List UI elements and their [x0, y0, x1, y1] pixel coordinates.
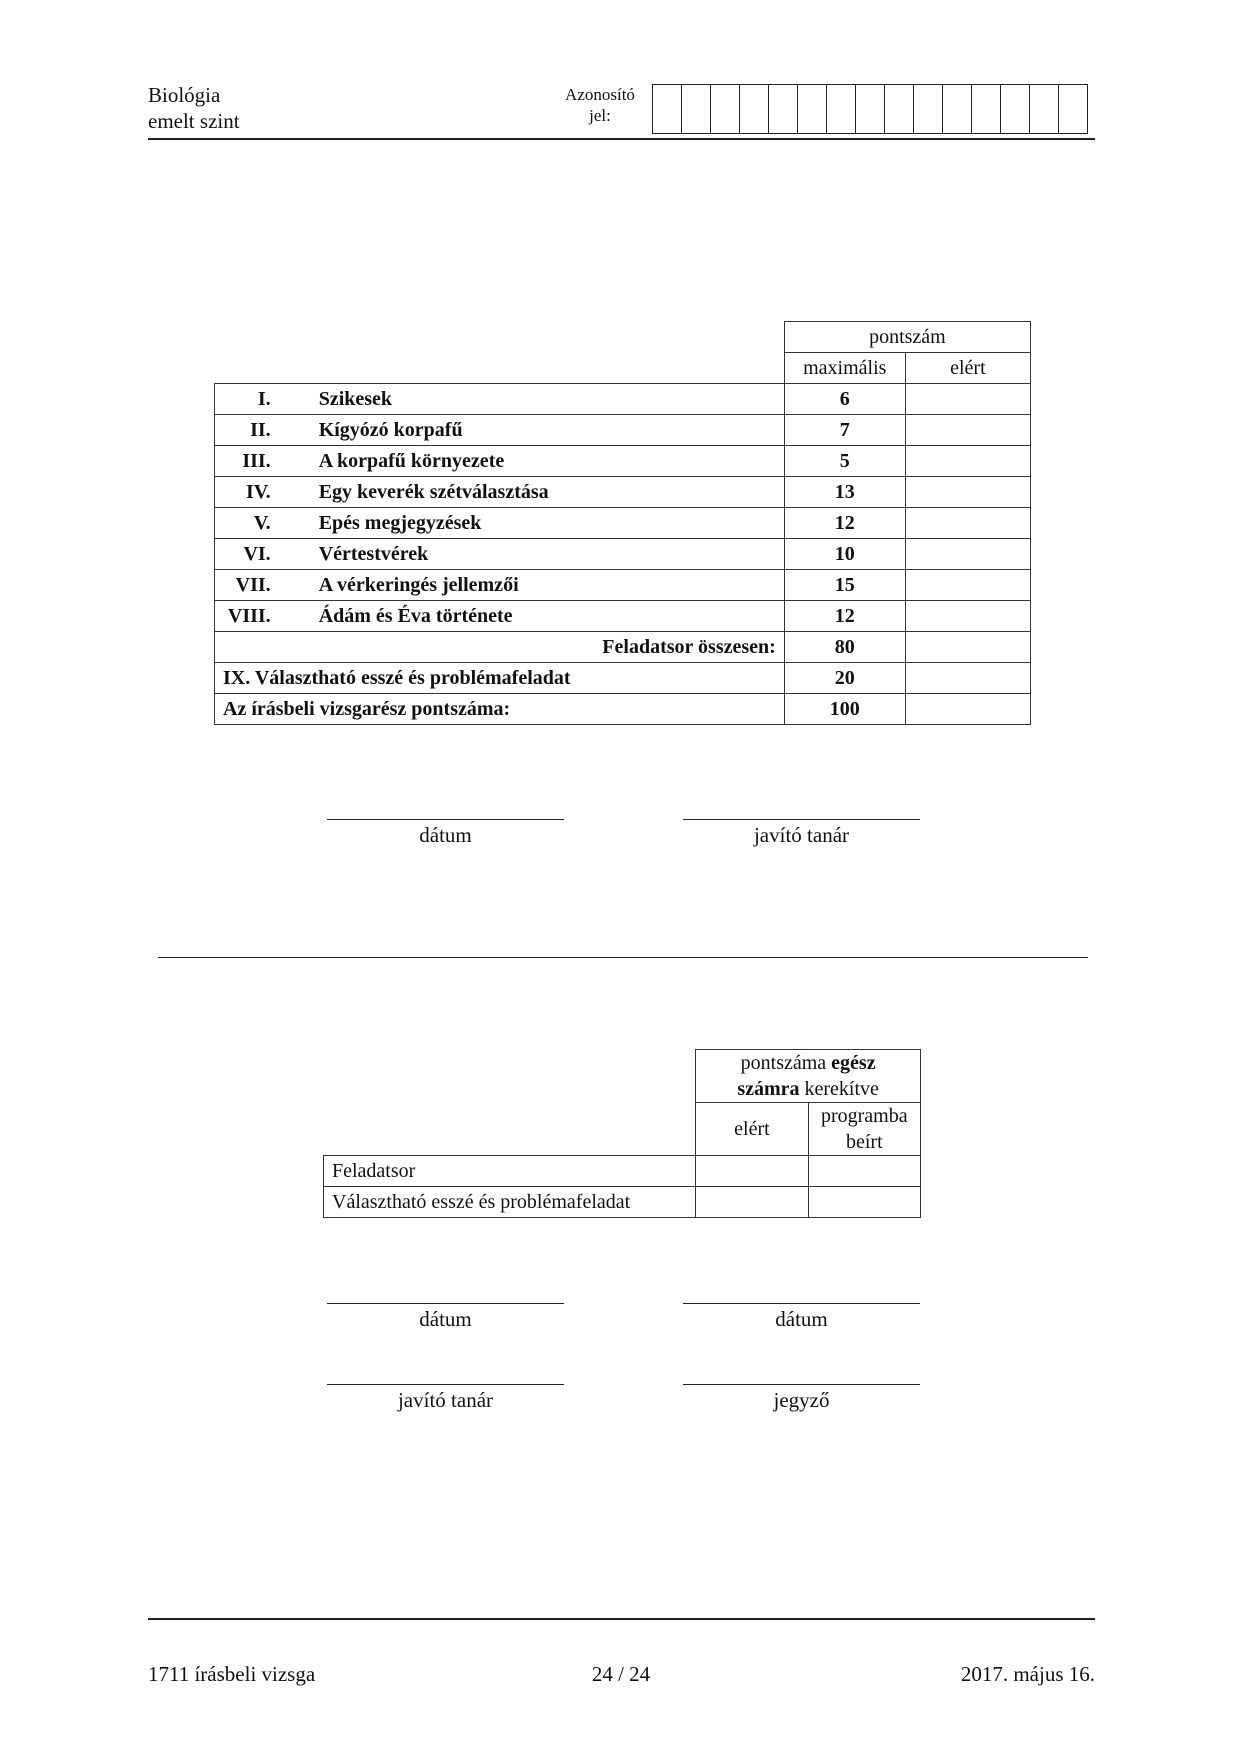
task-achieved-points[interactable] — [905, 415, 1030, 446]
id-box[interactable] — [972, 85, 1001, 133]
footer-exam-code: 1711 írásbeli vizsga — [148, 1662, 316, 1686]
total-label: Az írásbeli vizsgarész pontszáma: — [215, 694, 785, 725]
essay-achieved-points[interactable] — [905, 663, 1030, 694]
signature-grader[interactable] — [683, 819, 920, 848]
col-entered-header — [808, 1103, 920, 1156]
header-rule — [148, 138, 1095, 140]
task-number: II. — [215, 415, 279, 446]
task-title: Egy keverék szétválasztása — [279, 477, 785, 508]
task-title: Kígyózó korpafű — [279, 415, 785, 446]
subject-name: Biológia — [148, 83, 221, 107]
table-row — [215, 384, 1031, 415]
rounded-header-text: pontszáma — [740, 1052, 832, 1074]
task-title: Ádám és Éva története — [279, 601, 785, 632]
signature-caption: javító tanár — [397, 1388, 494, 1412]
task-achieved-points[interactable] — [905, 601, 1030, 632]
task-max-points: 6 — [784, 384, 905, 415]
essay-row — [215, 663, 1031, 694]
row-label: Választható esszé és problémafeladat — [324, 1187, 696, 1218]
task-title: Vértestvérek — [279, 539, 785, 570]
task-title: Epés megjegyzések — [279, 508, 785, 539]
id-box[interactable] — [1059, 85, 1087, 133]
header-subject — [148, 82, 240, 134]
id-box[interactable] — [885, 85, 914, 133]
task-number: IV. — [215, 477, 279, 508]
task-number: VII. — [215, 570, 279, 601]
page-number: 24 / 24 — [591, 1662, 651, 1686]
rounded-header-text: kerekítve — [799, 1078, 879, 1100]
blank-cell — [324, 1050, 696, 1156]
task-max-points: 5 — [784, 446, 905, 477]
table-row — [215, 477, 1031, 508]
task-title: A korpafű környezete — [279, 446, 785, 477]
exam-level: emelt szint — [148, 109, 240, 133]
signature-caption: javító tanár — [753, 823, 850, 847]
signature-date[interactable] — [683, 1303, 920, 1332]
signature-line — [327, 819, 564, 820]
id-box[interactable] — [740, 85, 769, 133]
signature-caption: dátum — [419, 823, 472, 847]
id-box[interactable] — [856, 85, 885, 133]
task-achieved-points[interactable] — [905, 539, 1030, 570]
footer-date: 2017. május 16. — [960, 1662, 1095, 1686]
signature-notary[interactable] — [683, 1384, 920, 1413]
task-achieved-points[interactable] — [905, 446, 1030, 477]
rounded-header-bold: számra — [737, 1078, 800, 1100]
col-max-header: maximális — [784, 353, 905, 384]
signature-line — [327, 1384, 564, 1385]
id-box[interactable] — [914, 85, 943, 133]
id-box[interactable] — [798, 85, 827, 133]
table-row — [215, 539, 1031, 570]
task-number: V. — [215, 508, 279, 539]
rounded-score-table — [323, 1049, 921, 1218]
subtotal-label: Feladatsor összesen: — [215, 632, 785, 663]
id-code-boxes[interactable] — [652, 84, 1088, 134]
table-row — [324, 1156, 921, 1187]
col-achieved-header: elért — [905, 353, 1030, 384]
subtotal-max-points: 80 — [784, 632, 905, 663]
score-table — [214, 321, 1031, 725]
table-row — [215, 601, 1031, 632]
signature-line — [683, 819, 920, 820]
subtotal-achieved-points[interactable] — [905, 632, 1030, 663]
task-achieved-points[interactable] — [905, 477, 1030, 508]
rounded-header — [696, 1050, 921, 1103]
task-max-points: 12 — [784, 601, 905, 632]
col-achieved-header: elért — [696, 1103, 808, 1156]
signature-line — [683, 1303, 920, 1304]
signature-line — [327, 1303, 564, 1304]
signature-grader[interactable] — [327, 1384, 564, 1413]
task-achieved-points[interactable] — [905, 570, 1030, 601]
row-label: Feladatsor — [324, 1156, 696, 1187]
essay-max-points: 20 — [784, 663, 905, 694]
total-achieved-points[interactable] — [905, 694, 1030, 725]
id-box[interactable] — [711, 85, 740, 133]
blank-cell — [215, 353, 785, 384]
total-row — [215, 694, 1031, 725]
task-max-points: 13 — [784, 477, 905, 508]
col-entered-line-2: beírt — [845, 1131, 883, 1153]
table-row — [215, 508, 1031, 539]
id-box[interactable] — [653, 85, 682, 133]
col-entered-line-1: programba — [820, 1105, 908, 1127]
task-max-points: 10 — [784, 539, 905, 570]
signature-caption: dátum — [775, 1307, 828, 1331]
id-box[interactable] — [1030, 85, 1059, 133]
table-row — [215, 415, 1031, 446]
id-box[interactable] — [682, 85, 711, 133]
blank-cell — [215, 322, 785, 353]
id-label — [555, 84, 645, 126]
id-box[interactable] — [827, 85, 856, 133]
task-achieved-points[interactable] — [905, 384, 1030, 415]
signature-date[interactable] — [327, 1303, 564, 1332]
task-max-points: 7 — [784, 415, 905, 446]
task-number: I. — [215, 384, 279, 415]
achieved-cell[interactable] — [696, 1187, 808, 1218]
total-max-points: 100 — [784, 694, 905, 725]
section-divider — [158, 957, 1088, 958]
id-label-line-1: Azonosító — [565, 85, 635, 104]
points-group-header: pontszám — [784, 322, 1030, 353]
table-row — [215, 570, 1031, 601]
task-max-points: 12 — [784, 508, 905, 539]
signature-caption: dátum — [419, 1307, 472, 1331]
task-number: VI. — [215, 539, 279, 570]
essay-label: IX. Választható esszé és problémafeladat — [215, 663, 785, 694]
task-max-points: 15 — [784, 570, 905, 601]
entered-cell[interactable] — [808, 1187, 920, 1218]
achieved-cell[interactable] — [696, 1156, 808, 1187]
footer-rule — [148, 1618, 1095, 1620]
subtotal-row — [215, 632, 1031, 663]
signature-caption: jegyző — [773, 1388, 830, 1412]
table-row — [215, 446, 1031, 477]
task-title: Szikesek — [279, 384, 785, 415]
signature-date[interactable] — [327, 819, 564, 848]
task-achieved-points[interactable] — [905, 508, 1030, 539]
task-number: VIII. — [215, 601, 279, 632]
signature-line — [683, 1384, 920, 1385]
table-row — [324, 1187, 921, 1218]
task-number: III. — [215, 446, 279, 477]
rounded-header-bold: egész — [831, 1052, 876, 1074]
id-box[interactable] — [769, 85, 798, 133]
id-box[interactable] — [943, 85, 972, 133]
id-box[interactable] — [1001, 85, 1030, 133]
id-label-line-2: jel: — [589, 106, 611, 125]
entered-cell[interactable] — [808, 1156, 920, 1187]
task-title: A vérkeringés jellemzői — [279, 570, 785, 601]
